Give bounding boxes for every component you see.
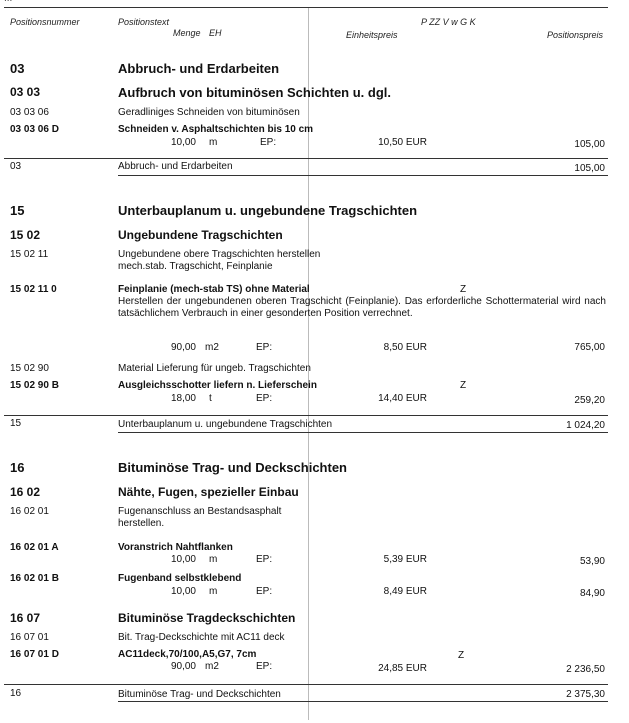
- section-number: 15: [10, 203, 25, 218]
- item-number: 16 02 01 B: [10, 573, 59, 584]
- section-sum-total: 2 375,30: [566, 689, 605, 700]
- item-total: 259,20: [574, 395, 605, 406]
- item-title: Voranstrich Nahtflanken: [118, 542, 233, 553]
- item-unit-price: 5,39 EUR: [383, 554, 427, 565]
- item-ep-label: EP:: [256, 342, 273, 353]
- item-ep-label: EP:: [256, 661, 273, 672]
- position-number: 16 02 01: [10, 506, 49, 517]
- item-quantity: 18,00: [170, 393, 196, 404]
- col-header-menge: Menge: [173, 28, 201, 38]
- group-title: Nähte, Fugen, spezieller Einbau: [118, 485, 299, 499]
- section-sum-rule: [118, 701, 608, 702]
- section-sum-rule: [118, 175, 608, 176]
- item-unit-price: 24,85 EUR: [378, 663, 427, 674]
- position-text: Bit. Trag-Deckschichte mit AC11 deck: [118, 632, 285, 643]
- group-title: Aufbruch von bituminösen Schichten u. dgl.: [118, 85, 391, 100]
- item-quantity: 90,00: [170, 342, 196, 353]
- item-title: Schneiden v. Asphaltschichten bis 10 cm: [118, 124, 314, 135]
- item-unit: t: [209, 393, 212, 404]
- header-top-rule: [4, 7, 608, 8]
- item-unit: m: [209, 137, 218, 148]
- section-sum-title: Bituminöse Trag- und Deckschichten: [118, 689, 281, 700]
- section-sum-number: 15: [10, 418, 22, 429]
- item-quantity: 10,00: [170, 137, 196, 148]
- group-number: 03 03: [10, 85, 41, 99]
- position-number: 15 02 11: [10, 249, 49, 260]
- item-number: 16 07 01 D: [10, 649, 59, 660]
- group-title: Bituminöse Tragdeckschichten: [118, 611, 296, 625]
- item-total: 765,00: [574, 342, 605, 353]
- position-text: Fugenanschluss an Bestandsasphalt: [118, 506, 282, 517]
- section-sum-number: 16: [10, 688, 22, 699]
- item-unit: m2: [205, 342, 219, 353]
- item-quantity: 90,00: [170, 661, 196, 672]
- item-number: 15 02 90 B: [10, 380, 59, 391]
- section-sum-rule: [118, 432, 608, 433]
- col-header-einheitspreis: Einheitspreis: [346, 30, 398, 40]
- col-header-positionsnummer: Positionsnummer: [10, 17, 80, 27]
- position-text: Material Lieferung für ungeb. Tragschichten: [118, 363, 311, 374]
- item-title: Ausgleichsschotter liefern n. Lieferschein: [118, 380, 317, 391]
- item-unit: m: [209, 586, 218, 597]
- section-title: Bituminöse Trag- und Deckschichten: [118, 460, 347, 475]
- group-title: Ungebundene Tragschichten: [118, 228, 283, 242]
- group-number: 16 07: [10, 611, 41, 625]
- position-number: 16 07 01: [10, 632, 49, 643]
- position-number: 15 02 90: [10, 363, 49, 374]
- item-number: 16 02 01 A: [10, 542, 59, 553]
- section-title: Unterbauplanum u. ungebundene Tragschichten: [118, 203, 418, 218]
- item-number: 15 02 11 0: [10, 284, 57, 295]
- section-rule: [4, 684, 608, 685]
- item-description: Herstellen der ungebundenen oberen Tragschicht (Feinplanie). Das erforderliche Schottermaterial wird nach tatsächlichem Verbrauch in einer gesonderten Position verrechnet.: [118, 296, 606, 319]
- section-sum-title: Unterbauplanum u. ungebundene Tragschichten: [118, 419, 333, 430]
- item-total: 53,90: [579, 556, 605, 567]
- section-sum-number: 03: [10, 161, 22, 172]
- item-ep-label: EP:: [260, 137, 277, 148]
- section-rule: [4, 158, 608, 159]
- position-number: 03 03 06: [10, 107, 49, 118]
- item-title: AC11deck,70/100,A5,G7, 7cm: [118, 649, 257, 660]
- item-unit-price: 10,50 EUR: [378, 137, 427, 148]
- col-header-positionspreis: Positionspreis: [547, 30, 604, 40]
- item-flag-z: Z: [460, 380, 467, 391]
- item-ep-label: EP:: [256, 554, 273, 565]
- section-sum-title: Abbruch- und Erdarbeiten: [118, 161, 233, 172]
- position-text: Geradliniges Schneiden von bituminösen: [118, 107, 300, 118]
- section-title: Abbruch- und Erdarbeiten: [118, 61, 280, 76]
- col-header-flags: P ZZ V w G K: [421, 17, 476, 27]
- item-unit-price: 14,40 EUR: [378, 393, 427, 404]
- position-text: mech.stab. Tragschicht, Feinplanie: [118, 261, 273, 272]
- section-sum-total: 1 024,20: [566, 420, 605, 431]
- item-number: 03 03 06 D: [10, 124, 59, 135]
- section-rule: [4, 415, 608, 416]
- item-flag-z: Z: [458, 650, 465, 661]
- cut-off-text: [4, 0, 12, 4]
- section-number: 03: [10, 61, 25, 76]
- group-number: 16 02: [10, 485, 41, 499]
- item-title: Feinplanie (mech-stab TS) ohne Material: [118, 284, 310, 295]
- item-unit: m2: [205, 661, 219, 672]
- item-total: 84,90: [579, 588, 605, 599]
- section-number: 16: [10, 460, 25, 475]
- item-quantity: 10,00: [170, 554, 196, 565]
- item-flag-z: Z: [460, 284, 467, 295]
- position-text: Ungebundene obere Tragschichten herstellen: [118, 249, 321, 260]
- item-total: 2 236,50: [566, 664, 605, 675]
- item-ep-label: EP:: [256, 393, 273, 404]
- item-quantity: 10,00: [170, 586, 196, 597]
- item-total: 105,00: [574, 139, 605, 150]
- section-sum-total: 105,00: [574, 163, 605, 174]
- item-ep-label: EP:: [256, 586, 273, 597]
- group-number: 15 02: [10, 228, 41, 242]
- item-unit-price: 8,50 EUR: [383, 342, 427, 353]
- col-header-eh: EH: [209, 28, 222, 38]
- item-unit: m: [209, 554, 218, 565]
- position-text: herstellen.: [118, 518, 165, 529]
- item-title: Fugenband selbstklebend: [118, 573, 242, 584]
- item-unit-price: 8,49 EUR: [383, 586, 427, 597]
- col-header-positionstext: Positionstext: [118, 17, 170, 27]
